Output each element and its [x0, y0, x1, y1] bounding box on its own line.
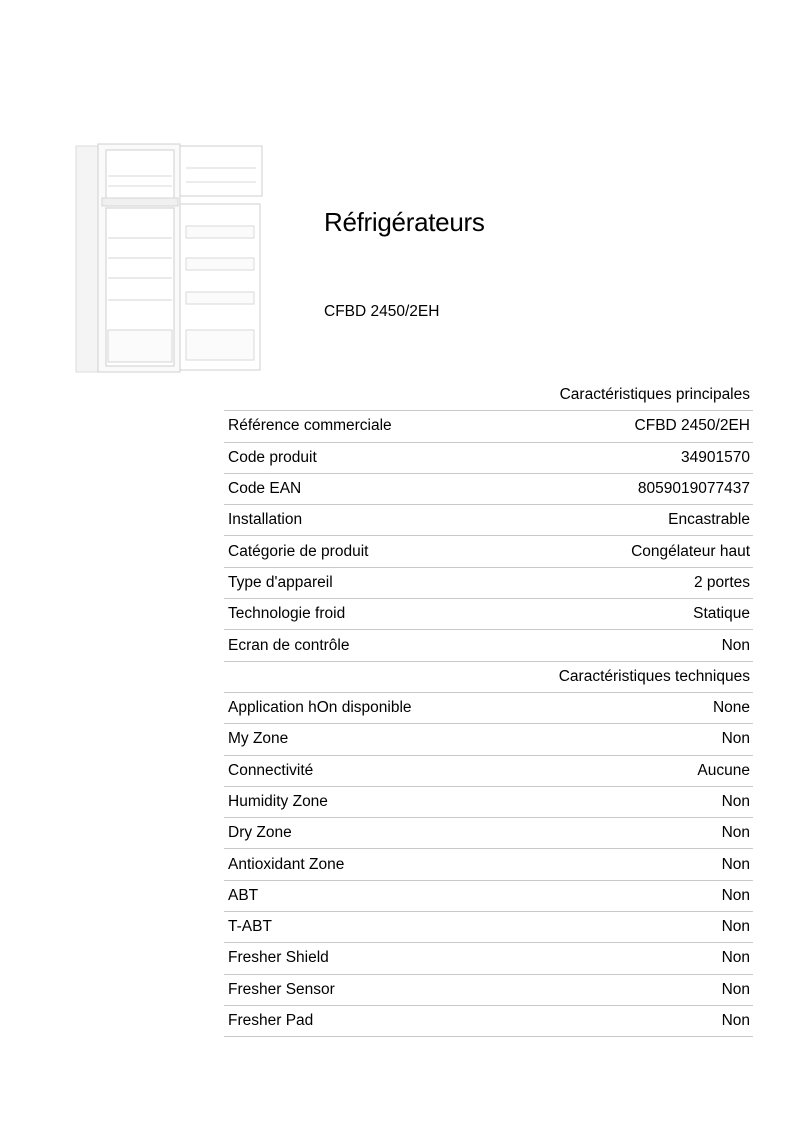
spec-row [224, 474, 753, 505]
spec-row [224, 787, 753, 818]
section-title: Caractéristiques techniques [558, 667, 750, 685]
spec-row [224, 881, 753, 912]
spec-row [224, 536, 753, 567]
spec-value: None [712, 699, 750, 717]
spec-value: Aucune [697, 761, 750, 779]
spec-value: Non [721, 886, 750, 904]
spec-label: Code produit [228, 448, 317, 466]
spec-label: Type d'appareil [228, 573, 333, 591]
spec-value: 8059019077437 [637, 480, 750, 498]
spec-label: Fresher Pad [228, 1012, 314, 1030]
spec-value: 34901570 [681, 448, 750, 466]
spec-label: ABT [228, 886, 259, 904]
section-header-main [224, 380, 753, 411]
spec-row [224, 568, 753, 599]
spec-value: Statique [693, 605, 750, 623]
spec-row [224, 411, 753, 442]
spec-value: 2 portes [693, 573, 750, 591]
spec-value: Non [721, 949, 750, 967]
spec-row [224, 443, 753, 474]
spec-row [224, 818, 753, 849]
spec-label: Dry Zone [228, 824, 292, 842]
spec-row [224, 943, 753, 974]
spec-label: Catégorie de produit [228, 542, 369, 560]
spec-label: Application hOn disponible [228, 699, 412, 717]
spec-label: Ecran de contrôle [228, 636, 350, 654]
spec-value: Non [721, 1012, 750, 1030]
section-title: Caractéristiques principales [559, 386, 750, 404]
spec-label: Humidity Zone [228, 793, 328, 810]
spec-row [224, 1006, 753, 1037]
spec-label: My Zone [228, 730, 289, 748]
spec-row [224, 912, 753, 943]
spec-row [224, 724, 753, 755]
section-header-technical [224, 662, 753, 693]
spec-label: Installation [228, 511, 303, 529]
spec-value: CFBD 2450/2EH [634, 417, 750, 435]
spec-value: Non [721, 824, 750, 842]
spec-value: Non [721, 636, 750, 654]
spec-label: T-ABT [228, 918, 272, 936]
spec-table [224, 380, 753, 1037]
spec-value: Non [721, 918, 750, 936]
spec-value: Non [721, 793, 750, 810]
spec-value: Non [721, 730, 750, 748]
spec-row [224, 756, 753, 787]
spec-row [224, 599, 753, 630]
product-model: CFBD 2450/2EH [324, 303, 440, 320]
spec-label: Connectivité [228, 761, 314, 779]
spec-value: Non [721, 855, 750, 873]
spec-label: Fresher Sensor [228, 980, 335, 998]
spec-row [224, 849, 753, 880]
spec-row [224, 505, 753, 536]
spec-label: Référence commerciale [228, 417, 392, 435]
spec-row [224, 693, 753, 724]
product-image [74, 140, 266, 376]
spec-row [224, 975, 753, 1006]
spec-row [224, 630, 753, 661]
spec-label: Fresher Shield [228, 949, 329, 967]
spec-label: Antioxidant Zone [228, 855, 345, 873]
spec-value: Non [721, 980, 750, 998]
spec-label: Technologie froid [228, 605, 346, 623]
page-title: Réfrigérateurs [324, 207, 485, 237]
spec-value: Congélateur haut [631, 542, 750, 560]
spec-label: Code EAN [228, 480, 302, 498]
spec-value: Encastrable [668, 511, 750, 529]
